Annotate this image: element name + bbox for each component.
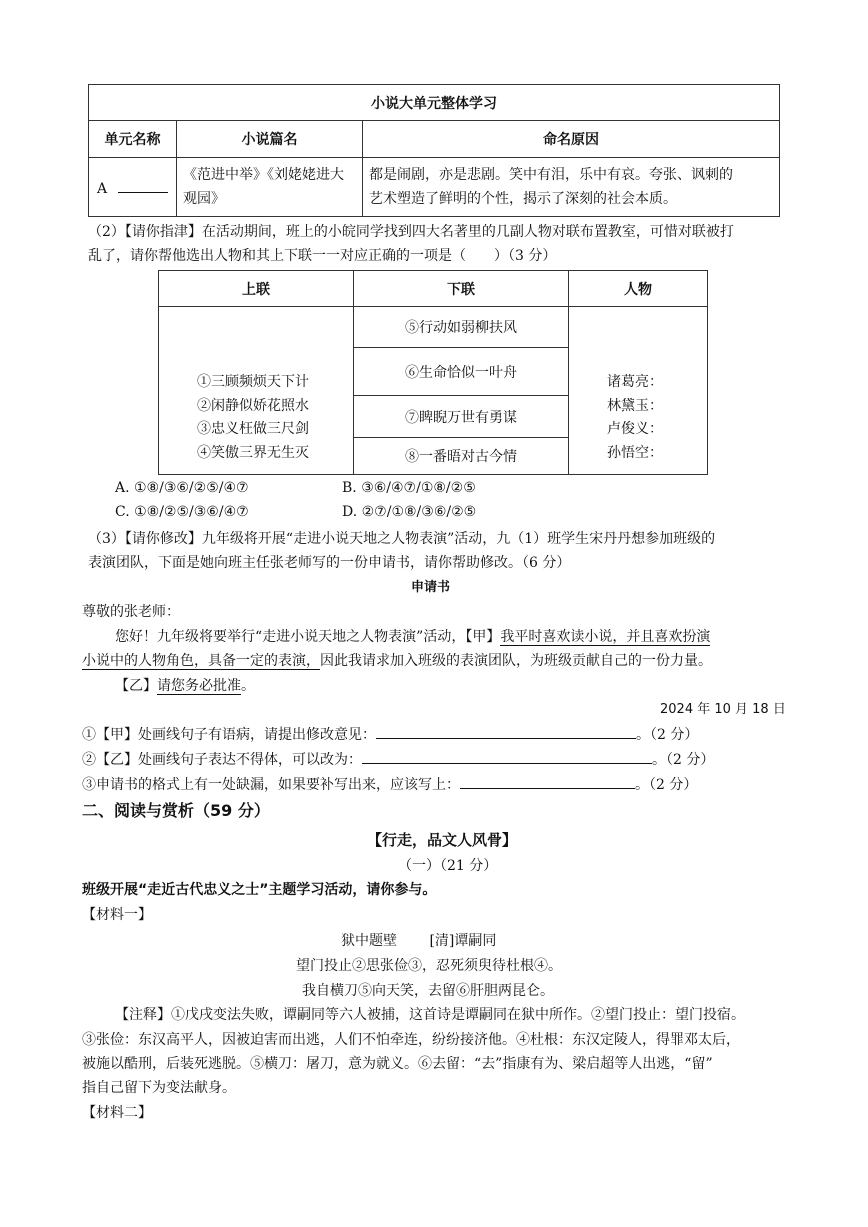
letter-paragraph	[115, 627, 710, 647]
unit-table-title: 小说大单元整体学习	[89, 85, 780, 121]
subquestion-score: 。（2 分）	[636, 727, 699, 743]
answer-blank-1[interactable]	[376, 724, 636, 739]
works-cell	[177, 158, 363, 217]
reason-line: 都是闹剧，亦是悲剧。笑中有泪，乐中有哀。夸张、讽刺的	[369, 167, 733, 183]
letter-paragraph-cont	[82, 651, 712, 671]
upper-couplets-cell	[159, 307, 354, 475]
upper-couplet: ④笑傲三界无生灭	[197, 444, 309, 461]
person: 孙悟空：	[607, 444, 663, 461]
person: 林黛玉：	[607, 397, 663, 414]
people-cell	[569, 307, 708, 475]
subquestion-text: ②【乙】处画线句子表达不得体，可以改为：	[82, 752, 362, 768]
lower-couplet: ⑥生命恰似一叶舟	[354, 348, 569, 396]
notes-line: 被施以酷刑，后装死逃脱。⑤横刀：屠刀，意为就义。⑥去留：“去”指康有为、梁启超等人出逃，“留”	[82, 1056, 713, 1072]
letter-closing	[115, 676, 255, 696]
q2-line: 乱了，请你帮他选出人物和其上下联一一对应正确的一项是（ ）（3 分）	[88, 248, 557, 264]
upper-couplet: ③忠义枉做三尺剑	[197, 421, 309, 437]
unit-table-header: 单元名称	[89, 121, 177, 158]
subquestion-1	[82, 724, 698, 745]
unit-table-header: 小说篇名	[177, 121, 363, 158]
part-label: （一）（21 分）	[398, 858, 498, 874]
underlined-sentence-a: 小说中的人物角色，具备一定的表演，	[82, 653, 320, 669]
mark-jia: 【甲】	[465, 629, 501, 645]
upper-couplet: ②闲静似娇花照水	[197, 397, 309, 414]
works-line: 观园》	[183, 191, 225, 207]
poem-author: [清]谭嗣同	[429, 933, 497, 949]
option-d[interactable]: D. ②⑦/①⑧/③⑥/②⑤	[342, 504, 477, 520]
material-2-label: 【材料二】	[82, 1105, 152, 1121]
lower-couplet: ⑧一番晤对古今情	[354, 438, 569, 475]
unit-name-blank[interactable]	[118, 178, 168, 193]
poem-title-text: 狱中题壁	[341, 933, 397, 949]
letter-text: 您好！九年级将要举行“走进小说天地之人物表演”活动，	[115, 629, 466, 645]
unit-name-cell	[89, 158, 177, 217]
q2-line: （2）【请你指津】在活动期间，班上的小皖同学找到四大名著里的几副人物对联布置教室，可惜对联被打	[88, 224, 734, 240]
underlined-sentence-a: 我平时喜欢读小说，并且喜欢扮演	[500, 629, 711, 645]
poem-title	[341, 931, 496, 951]
q3-line: （3）【请你修改】九年级将开展“走进小说天地之人物表演”活动，九（1）班学生宋丹丹想参加班级的	[88, 531, 716, 547]
couplet-header: 人物	[569, 271, 708, 307]
section-subheading: 【行走，品文人风骨】	[367, 831, 518, 849]
activity-intro: 班级开展“走近古代忠义之士”主题学习活动，请你参与。	[82, 882, 437, 898]
subquestion-3	[82, 774, 697, 795]
notes-line: ③张俭：东汉高平人，因被迫害而出逃，人们不怕牵连，纷纷接济他。④杜根：东汉定陵人，得罪邓太后，	[82, 1032, 740, 1048]
poem-line: 望门投止②思张俭③，忍死须臾待杜根④。	[296, 958, 562, 974]
notes-line: 指自己留下为变法献身。	[82, 1080, 236, 1096]
answer-blank-2[interactable]	[362, 749, 652, 764]
option-a[interactable]: A. ①⑧/③⑥/②⑤/④⑦	[115, 480, 249, 496]
letter-title: 申请书	[411, 580, 451, 595]
couplet-table	[158, 270, 708, 475]
couplet-header: 下联	[354, 271, 569, 307]
couplet-header: 上联	[159, 271, 354, 307]
letter-text: 。	[241, 678, 255, 694]
lower-couplet: ⑤行动如弱柳扶风	[354, 307, 569, 348]
option-c[interactable]: C. ①⑧/②⑤/③⑥/④⑦	[115, 504, 249, 520]
q3-line: 表演团队，下面是她向班主任张老师写的一份申请书，请你帮助修改。（6 分）	[88, 555, 571, 571]
person: 卢俊义：	[607, 421, 663, 437]
upper-couplet: ①三顾频烦天下计	[197, 374, 309, 390]
subquestion-2	[82, 749, 714, 770]
underlined-sentence-b: 请您务必批准	[157, 678, 241, 694]
section-heading: 二、阅读与赏析（59 分）	[82, 801, 270, 820]
reason-line: 艺术塑造了鲜明的个性，揭示了深刻的社会本质。	[369, 191, 677, 207]
answer-blank-3[interactable]	[460, 774, 635, 789]
letter-text: 因此我请求加入班级的表演团队，为班级贡献自己的一份力量。	[320, 653, 712, 669]
letter-date: 2024 年 10 月 18 日	[660, 702, 786, 717]
unit-table	[88, 84, 780, 217]
letter-greeting: 尊敬的张老师：	[82, 604, 180, 620]
subquestion-score: 。（2 分）	[652, 752, 715, 768]
option-b[interactable]: B. ③⑥/④⑦/①⑧/②⑤	[342, 480, 476, 496]
material-1-label: 【材料一】	[82, 907, 152, 923]
person: 诸葛亮：	[607, 374, 663, 390]
subquestion-text: ③申请书的格式上有一处缺漏，如果要补写出来，应该写上：	[82, 777, 460, 793]
subquestion-text: ①【甲】处画线句子有语病，请提出修改意见：	[82, 727, 376, 743]
works-line: 《范进中举》《刘姥姥进大	[183, 167, 344, 183]
unit-table-header: 命名原因	[363, 121, 780, 158]
subquestion-score: 。（2 分）	[635, 777, 698, 793]
poem-line: 我自横刀⑤向天笑，去留⑥肝胆两昆仑。	[302, 983, 554, 999]
mark-yi: 【乙】	[115, 678, 157, 694]
reason-cell	[363, 158, 780, 217]
unit-name-label: A	[97, 180, 108, 197]
notes-line: 【注释】①戊戌变法失败，谭嗣同等六人被捕，这首诗是谭嗣同在狱中所作。②望门投止：望门投宿。	[115, 1007, 745, 1023]
lower-couplet: ⑦睥睨万世有勇谋	[354, 396, 569, 438]
